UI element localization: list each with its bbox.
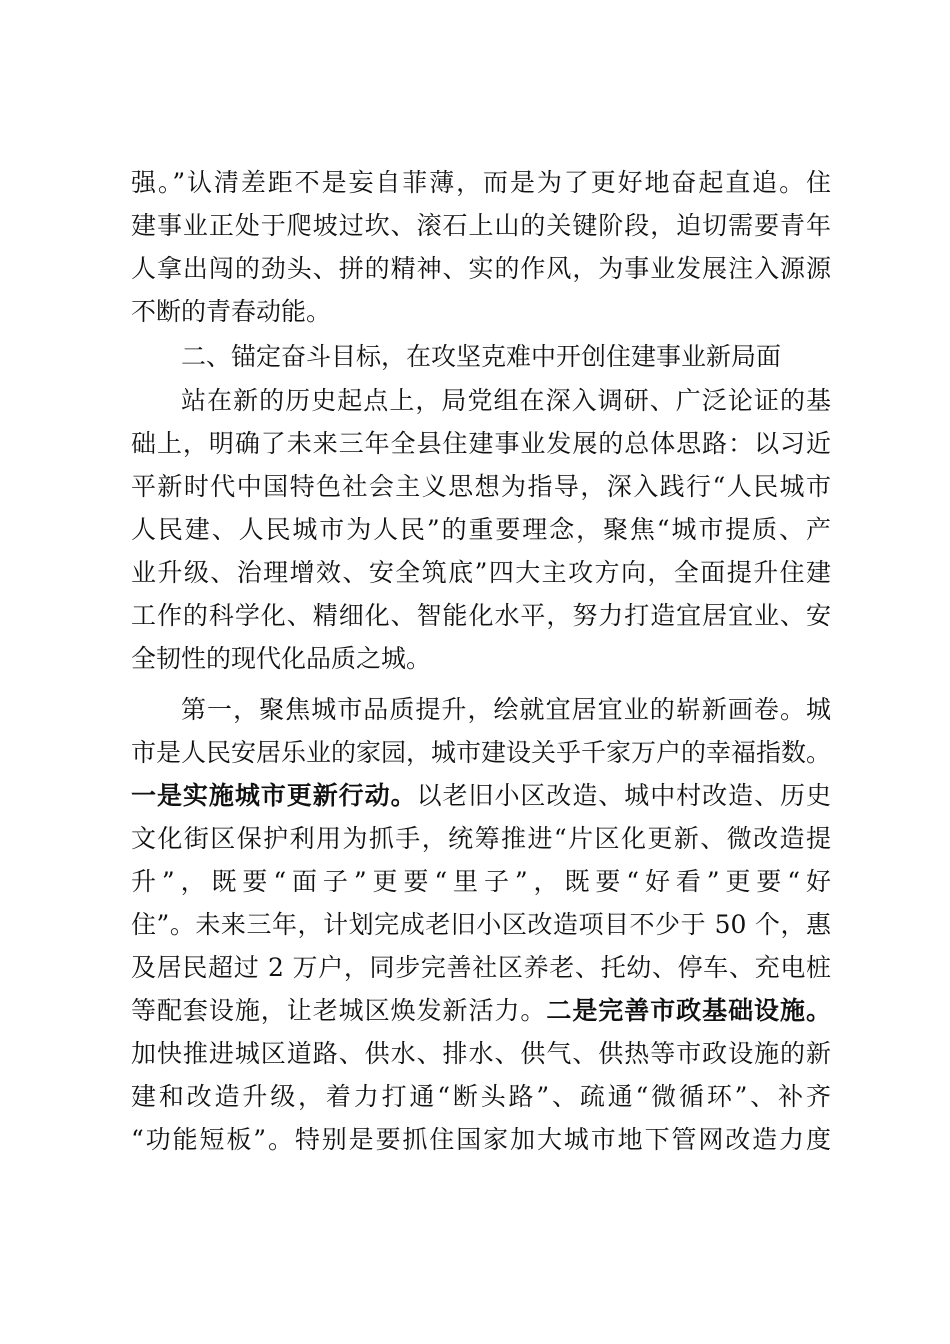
paragraph-line: 站在新的历史起点上，局党组在深入调研、广泛论证的基 (181, 386, 831, 415)
paragraph-line: 强。”认清差距不是妄自菲薄，而是为了更好地奋起直追。住 (131, 168, 831, 197)
paragraph-line: 市是人民安居乐业的家园，城市建设关乎千家万户的幸福指数。 (131, 738, 832, 767)
paragraph-line: 及居民超过 2 万户，同步完善社区养老、托幼、停车、充电桩 (131, 953, 831, 982)
paragraph-text: 等配套设施，让老城区焕发新活力。 (131, 996, 547, 1025)
bold-subheading: 二是完善市政基础设施。 (546, 996, 831, 1025)
paragraph-line: 工作的科学化、精细化、智能化水平，努力打造宜居宜业、安 (131, 601, 831, 630)
paragraph-line: 建事业正处于爬坡过坎、滚石上山的关键阶段，迫切需要青年 (131, 211, 831, 240)
paragraph-line: 第一，聚焦城市品质提升，绘就宜居宜业的崭新画卷。城 (181, 695, 831, 724)
section-heading: 二、锚定奋斗目标，在攻坚克难中开创住建事业新局面 (181, 342, 782, 371)
paragraph-line (131, 991, 831, 1031)
paragraph-line: 人拿出闯的劲头、拼的精神、实的作风，为事业发展注入源源 (131, 254, 831, 283)
paragraph-line: 人民建、人民城市为人民”的重要理念，聚焦“城市提质、产 (131, 515, 831, 544)
paragraph-line: “功能短板”。特别是要抓住国家加大城市地下管网改造力度 (131, 1125, 831, 1154)
paragraph-line: 升”，既要“面子”更要“里子”，既要“好看”更要“好 (131, 867, 831, 896)
paragraph-line: 平新时代中国特色社会主义思想为指导，深入践行“人民城市 (131, 472, 831, 501)
paragraph-line: 业升级、治理增效、安全筑底”四大主攻方向，全面提升住建 (131, 558, 831, 587)
paragraph-line: 全韧性的现代化品质之城。 (131, 644, 432, 673)
paragraph-line (131, 776, 831, 816)
paragraph-line: 不断的青春动能。 (131, 297, 332, 326)
paragraph-line: 建和改造升级，着力打通“断头路”、疏通“微循环”、补齐 (131, 1082, 831, 1111)
paragraph-text: 以老旧小区改造、城中村改造、历史 (416, 781, 831, 810)
paragraph-line: 文化街区保护利用为抓手，统筹推进“片区化更新、微改造提 (131, 824, 831, 853)
paragraph-line: 加快推进城区道路、供水、排水、供气、供热等市政设施的新 (131, 1039, 831, 1068)
bold-subheading: 一是实施城市更新行动。 (131, 781, 417, 810)
paragraph-line: 础上，明确了未来三年全县住建事业发展的总体思路：以习近 (131, 429, 831, 458)
paragraph-line: 住”。未来三年，计划完成老旧小区改造项目不少于 50 个，惠 (131, 910, 831, 939)
